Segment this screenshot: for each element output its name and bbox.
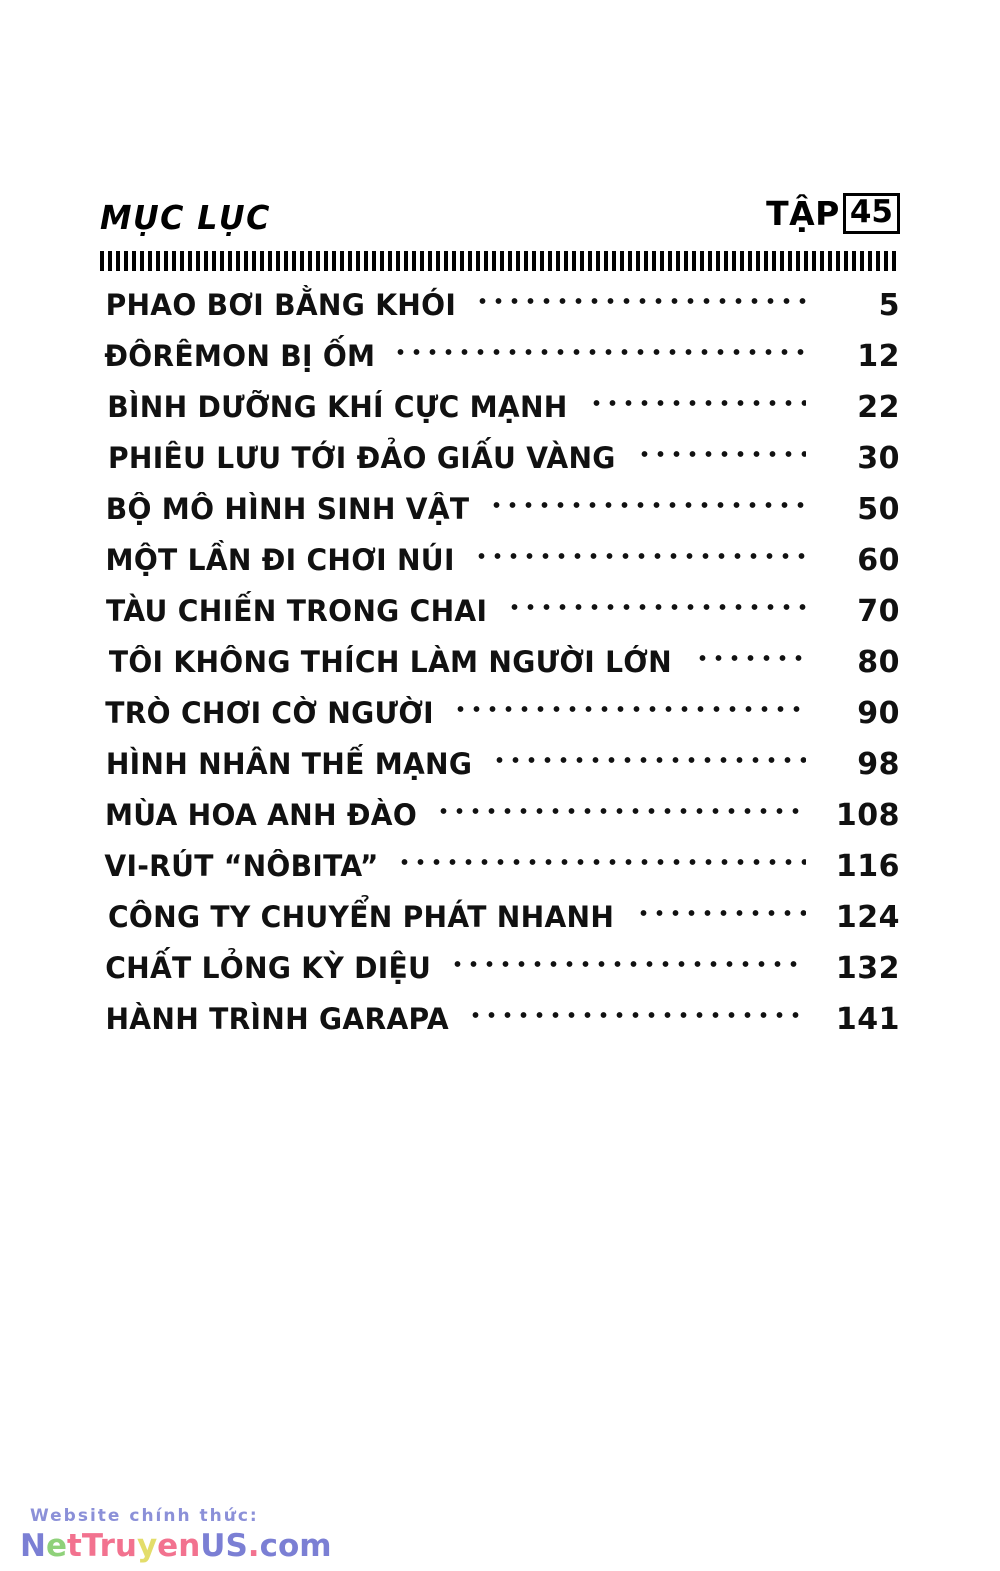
watermark-letter: U bbox=[200, 1528, 226, 1565]
toc-entry-title: TÔI KHÔNG THÍCH LÀM NGƯỜI LỚN bbox=[108, 645, 673, 679]
toc-entry-title: CHẤT LỎNG KỲ DIỆU bbox=[105, 951, 432, 985]
toc-header bbox=[100, 186, 900, 237]
watermark-letter: m bbox=[299, 1528, 332, 1565]
dot-leader bbox=[397, 345, 806, 359]
toc-entry[interactable] bbox=[100, 1002, 900, 1053]
watermark-site-name bbox=[20, 1530, 440, 1563]
site-watermark bbox=[20, 1506, 440, 1563]
toc-entry[interactable] bbox=[100, 288, 900, 339]
toc-entry[interactable] bbox=[100, 798, 900, 849]
volume-number-box: 45 bbox=[843, 193, 900, 234]
toc-entry-page-number: 70 bbox=[857, 594, 900, 629]
toc-entry[interactable] bbox=[100, 900, 900, 951]
watermark-letter: N bbox=[20, 1528, 46, 1565]
watermark-caption: Website chính thức: bbox=[30, 1506, 259, 1527]
page-title: MỤC LỤC bbox=[100, 198, 271, 237]
toc-entry[interactable] bbox=[100, 645, 900, 696]
watermark-letter: T bbox=[81, 1528, 100, 1565]
watermark-letter: c bbox=[259, 1528, 278, 1565]
dot-leader bbox=[493, 498, 806, 512]
toc-entry-page-number: 90 bbox=[857, 696, 900, 731]
dot-leader bbox=[641, 447, 806, 461]
toc-entry[interactable] bbox=[100, 390, 900, 441]
dot-leader bbox=[454, 957, 806, 971]
volume-indicator bbox=[766, 193, 900, 234]
dot-leader bbox=[478, 549, 806, 563]
toc-entry-title: TRÒ CHƠI CỜ NGƯỜI bbox=[105, 696, 434, 730]
watermark-letter: e bbox=[45, 1528, 67, 1565]
toc-entry-page-number: 30 bbox=[857, 441, 900, 476]
toc-entry-title: BỘ MÔ HÌNH SINH VẬT bbox=[105, 492, 470, 526]
watermark-letter: r bbox=[99, 1528, 115, 1565]
toc-entry-page-number: 141 bbox=[835, 1002, 900, 1037]
watermark-letter: e bbox=[157, 1528, 179, 1565]
toc-entry-page-number: 80 bbox=[857, 645, 900, 680]
toc-entry-title: VI-RÚT “NÔBITA” bbox=[104, 849, 379, 883]
toc-entry[interactable] bbox=[100, 339, 900, 390]
toc-entry-title: PHAO BƠI BẰNG KHÓI bbox=[105, 288, 457, 322]
toc-entry-title: PHIÊU LƯU TỚI ĐẢO GIẤU VÀNG bbox=[108, 441, 616, 475]
watermark-letter: u bbox=[114, 1528, 137, 1565]
dot-leader bbox=[401, 855, 806, 869]
toc-entry-title: HÌNH NHÂN THẾ MẠNG bbox=[105, 747, 473, 781]
toc-entry[interactable] bbox=[100, 441, 900, 492]
watermark-letter: t bbox=[66, 1528, 82, 1565]
toc-entry-page-number: 108 bbox=[835, 798, 900, 833]
toc-entry-page-number: 22 bbox=[857, 390, 900, 425]
toc-entry-page-number: 124 bbox=[835, 900, 900, 935]
toc-entry-title: BÌNH DƯỠNG KHÍ CỰC MẠNH bbox=[107, 390, 568, 424]
dot-leader bbox=[496, 753, 806, 767]
toc-entry-title: ĐÔRÊMON BỊ ỐM bbox=[104, 339, 376, 373]
toc-entry[interactable] bbox=[100, 849, 900, 900]
watermark-letter: . bbox=[247, 1528, 260, 1565]
toc-entry[interactable] bbox=[100, 543, 900, 594]
volume-label: TẬP bbox=[766, 194, 840, 234]
toc-entry-page-number: 98 bbox=[857, 747, 900, 782]
toc-entry-title: CÔNG TY CHUYỂN PHÁT NHANH bbox=[107, 900, 615, 934]
toc-entry-title: TÀU CHIẾN TRONG CHAI bbox=[106, 594, 488, 628]
toc-list bbox=[100, 288, 900, 1053]
watermark-letter: S bbox=[225, 1528, 248, 1565]
toc-entry-page-number: 132 bbox=[835, 951, 900, 986]
dot-leader bbox=[699, 651, 806, 665]
striped-divider bbox=[100, 251, 900, 271]
dot-leader bbox=[511, 600, 806, 614]
watermark-letter: n bbox=[178, 1528, 201, 1565]
toc-entry-title: HÀNH TRÌNH GARAPA bbox=[105, 1002, 449, 1036]
watermark-letter: y bbox=[136, 1528, 158, 1565]
toc-entry-page-number: 116 bbox=[835, 849, 900, 884]
dot-leader bbox=[457, 702, 806, 716]
toc-entry-title: MÙA HOA ANH ĐÀO bbox=[104, 798, 418, 832]
dot-leader bbox=[479, 294, 806, 308]
toc-entry[interactable] bbox=[100, 747, 900, 798]
toc-entry[interactable] bbox=[100, 492, 900, 543]
toc-entry[interactable] bbox=[100, 594, 900, 645]
dot-leader bbox=[472, 1008, 806, 1022]
dot-leader bbox=[640, 906, 806, 920]
toc-entry-title: MỘT LẦN ĐI CHƠI NÚI bbox=[105, 543, 455, 577]
dot-leader bbox=[593, 396, 806, 410]
toc-entry[interactable] bbox=[100, 951, 900, 1002]
toc-entry-page-number: 50 bbox=[857, 492, 900, 527]
toc-entry[interactable] bbox=[100, 696, 900, 747]
toc-entry-page-number: 12 bbox=[857, 339, 900, 374]
toc-entry-page-number: 5 bbox=[878, 288, 900, 323]
watermark-letter: o bbox=[277, 1528, 300, 1565]
toc-entry-page-number: 60 bbox=[857, 543, 900, 578]
dot-leader bbox=[440, 804, 806, 818]
